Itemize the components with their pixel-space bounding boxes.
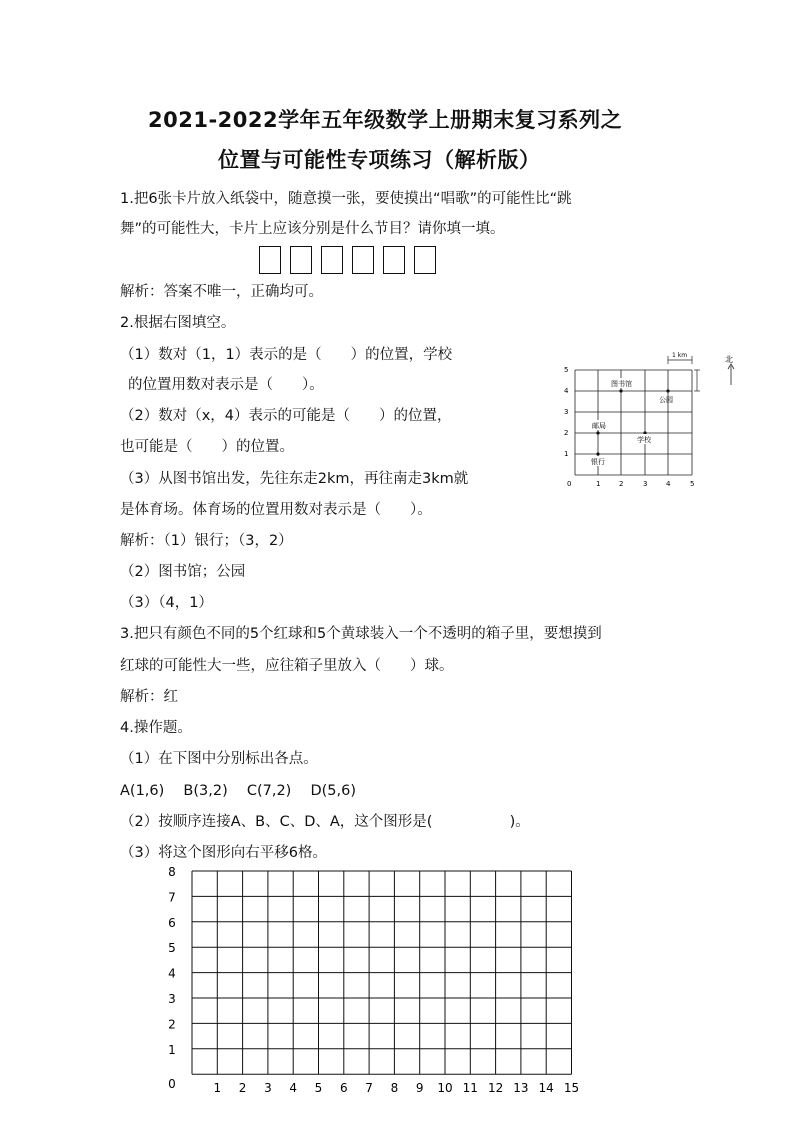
card-box[interactable] [414,246,436,274]
grid-x-tick-label: 1 [213,1081,222,1094]
q2-sub2-line-1: （2）数对（x，4）表示的可能是（ ）的位置， [120,408,452,424]
q1-text-line-2: 舞”的可能性大，卡片上应该分别是什么节目？请你填一填。 [120,221,505,237]
map-x-tick: 0 [567,480,572,488]
grid-y-tick-label: 1 [168,1042,176,1057]
post-label: 邮局 [592,422,606,430]
q3-text-line-2: 红球的可能性大一些，应往箱子里放入（ ）球。 [120,658,454,674]
map-y-tick: 4 [564,387,569,395]
map-x-tick: 5 [690,480,695,488]
grid-y-tick-label: 2 [168,1017,176,1032]
q2-sub1-line-1: （1）数对（1，1）表示的是（ ）的位置，学校 [120,347,453,363]
card-box[interactable] [352,246,374,274]
north-arrow-icon [728,364,734,385]
grid-x-tick-label: 7 [365,1081,373,1094]
grid-x-tick-label: 9 [415,1081,424,1094]
bank-point [596,452,599,455]
card-box[interactable] [321,246,343,274]
q4-sub1: （1）在下图中分别标出各点。 [120,751,318,767]
park-label: 公园 [659,396,673,404]
q2-answer-1: 解析：（1）银行；（3，2） [120,533,293,549]
grid-x-tick-label: 4 [289,1081,298,1094]
title-line-1: 2021-2022学年五年级数学上册期末复习系列之 [148,108,623,132]
grid-lines [192,871,572,1074]
grid-x-tick-label: 11 [462,1081,478,1094]
map-figure [555,350,745,492]
library-label: 图书馆 [611,380,632,388]
grid-x-tick-label: 12 [487,1081,504,1094]
grid-x-tick-label: 8 [390,1081,399,1094]
map-x-tick: 3 [643,480,648,488]
q2-sub1-line-2: 的位置用数对表示是（ ）。 [128,377,324,393]
coordinate-grid[interactable] [150,862,590,1094]
post-point [596,431,599,434]
grid-x-tick-label: 2 [238,1081,247,1094]
grid-y-ticks [168,865,176,1091]
map-x-tick: 1 [596,480,601,488]
grid-x-tick-label: 3 [264,1081,272,1094]
q4-heading: 4.操作题。 [120,720,192,736]
grid-y-tick-label: 3 [168,992,176,1006]
grid-y-tick-label: 8 [168,865,176,879]
map-y-tick: 2 [564,429,569,437]
grid-y-tick-label: 7 [168,890,176,905]
map-x-tick: 4 [666,480,671,488]
grid-x-ticks [213,1081,579,1094]
q1-answer: 解析：答案不唯一，正确均可。 [120,284,323,300]
bank-label: 银行 [591,458,605,466]
q3-answer: 解析：红 [120,689,178,705]
grid-y-tick-label: 0 [168,1077,176,1092]
grid-x-tick-label: 13 [513,1081,529,1094]
grid-x-tick-label: 5 [314,1081,323,1094]
grid-x-tick-label: 6 [339,1081,348,1094]
q4-sub2: （2）按顺序连接A、B、C、D、A，这个图形是( )。 [120,814,530,830]
library-point [619,389,622,392]
grid-y-tick-label: 6 [168,915,176,930]
grid-x-tick-label: 15 [563,1081,580,1094]
map-y-tick: 1 [564,450,569,458]
map-y-tick: 3 [564,408,569,416]
q1-text-line-1: 1.把6张卡片放入纸袋中，随意摸一张，要使摸出“唱歌”的可能性比“跳 [120,191,572,207]
school-label: 学校 [637,436,651,444]
q2-sub3-line-1: （3）从图书馆出发，先往东走2km，再往南走3km就 [120,471,469,487]
card-box[interactable] [290,246,312,274]
scale-label: 1 km [672,352,688,359]
q2-heading: 2.根据右图填空。 [120,315,236,331]
q2-answer-2: （2）图书馆；公园 [120,564,246,580]
map-x-tick: 2 [619,480,624,488]
map-y-tick: 5 [564,366,569,374]
q2-answer-3: （3）（4，1） [120,595,213,611]
grid-x-tick-label: 10 [437,1081,453,1094]
grid-x-tick-label: 14 [538,1081,554,1094]
card-box[interactable] [259,246,281,274]
grid-y-tick-label: 5 [168,941,176,956]
scale-bar [668,356,700,391]
grid-y-tick-label: 4 [168,966,176,981]
north-label: 北 [725,355,733,364]
card-box[interactable] [383,246,405,274]
q4-sub3: （3）将这个图形向右平移6格。 [120,845,327,861]
title-line-2: 位置与可能性专项练习（解析版） [218,148,541,172]
q3-text-line-1: 3.把只有颜色不同的5个红球和5个黄球装入一个不透明的箱子里，要想摸到 [120,626,602,642]
park-point [666,389,669,392]
q2-sub3-line-2: 是体育场。体育场的位置用数对表示是（ ）。 [120,502,432,518]
q4-points: A(1,6) B(3,2) C(7,2) D(5,6) [120,783,356,799]
q2-sub2-line-2: 也可能是（ ）的位置。 [120,439,294,455]
